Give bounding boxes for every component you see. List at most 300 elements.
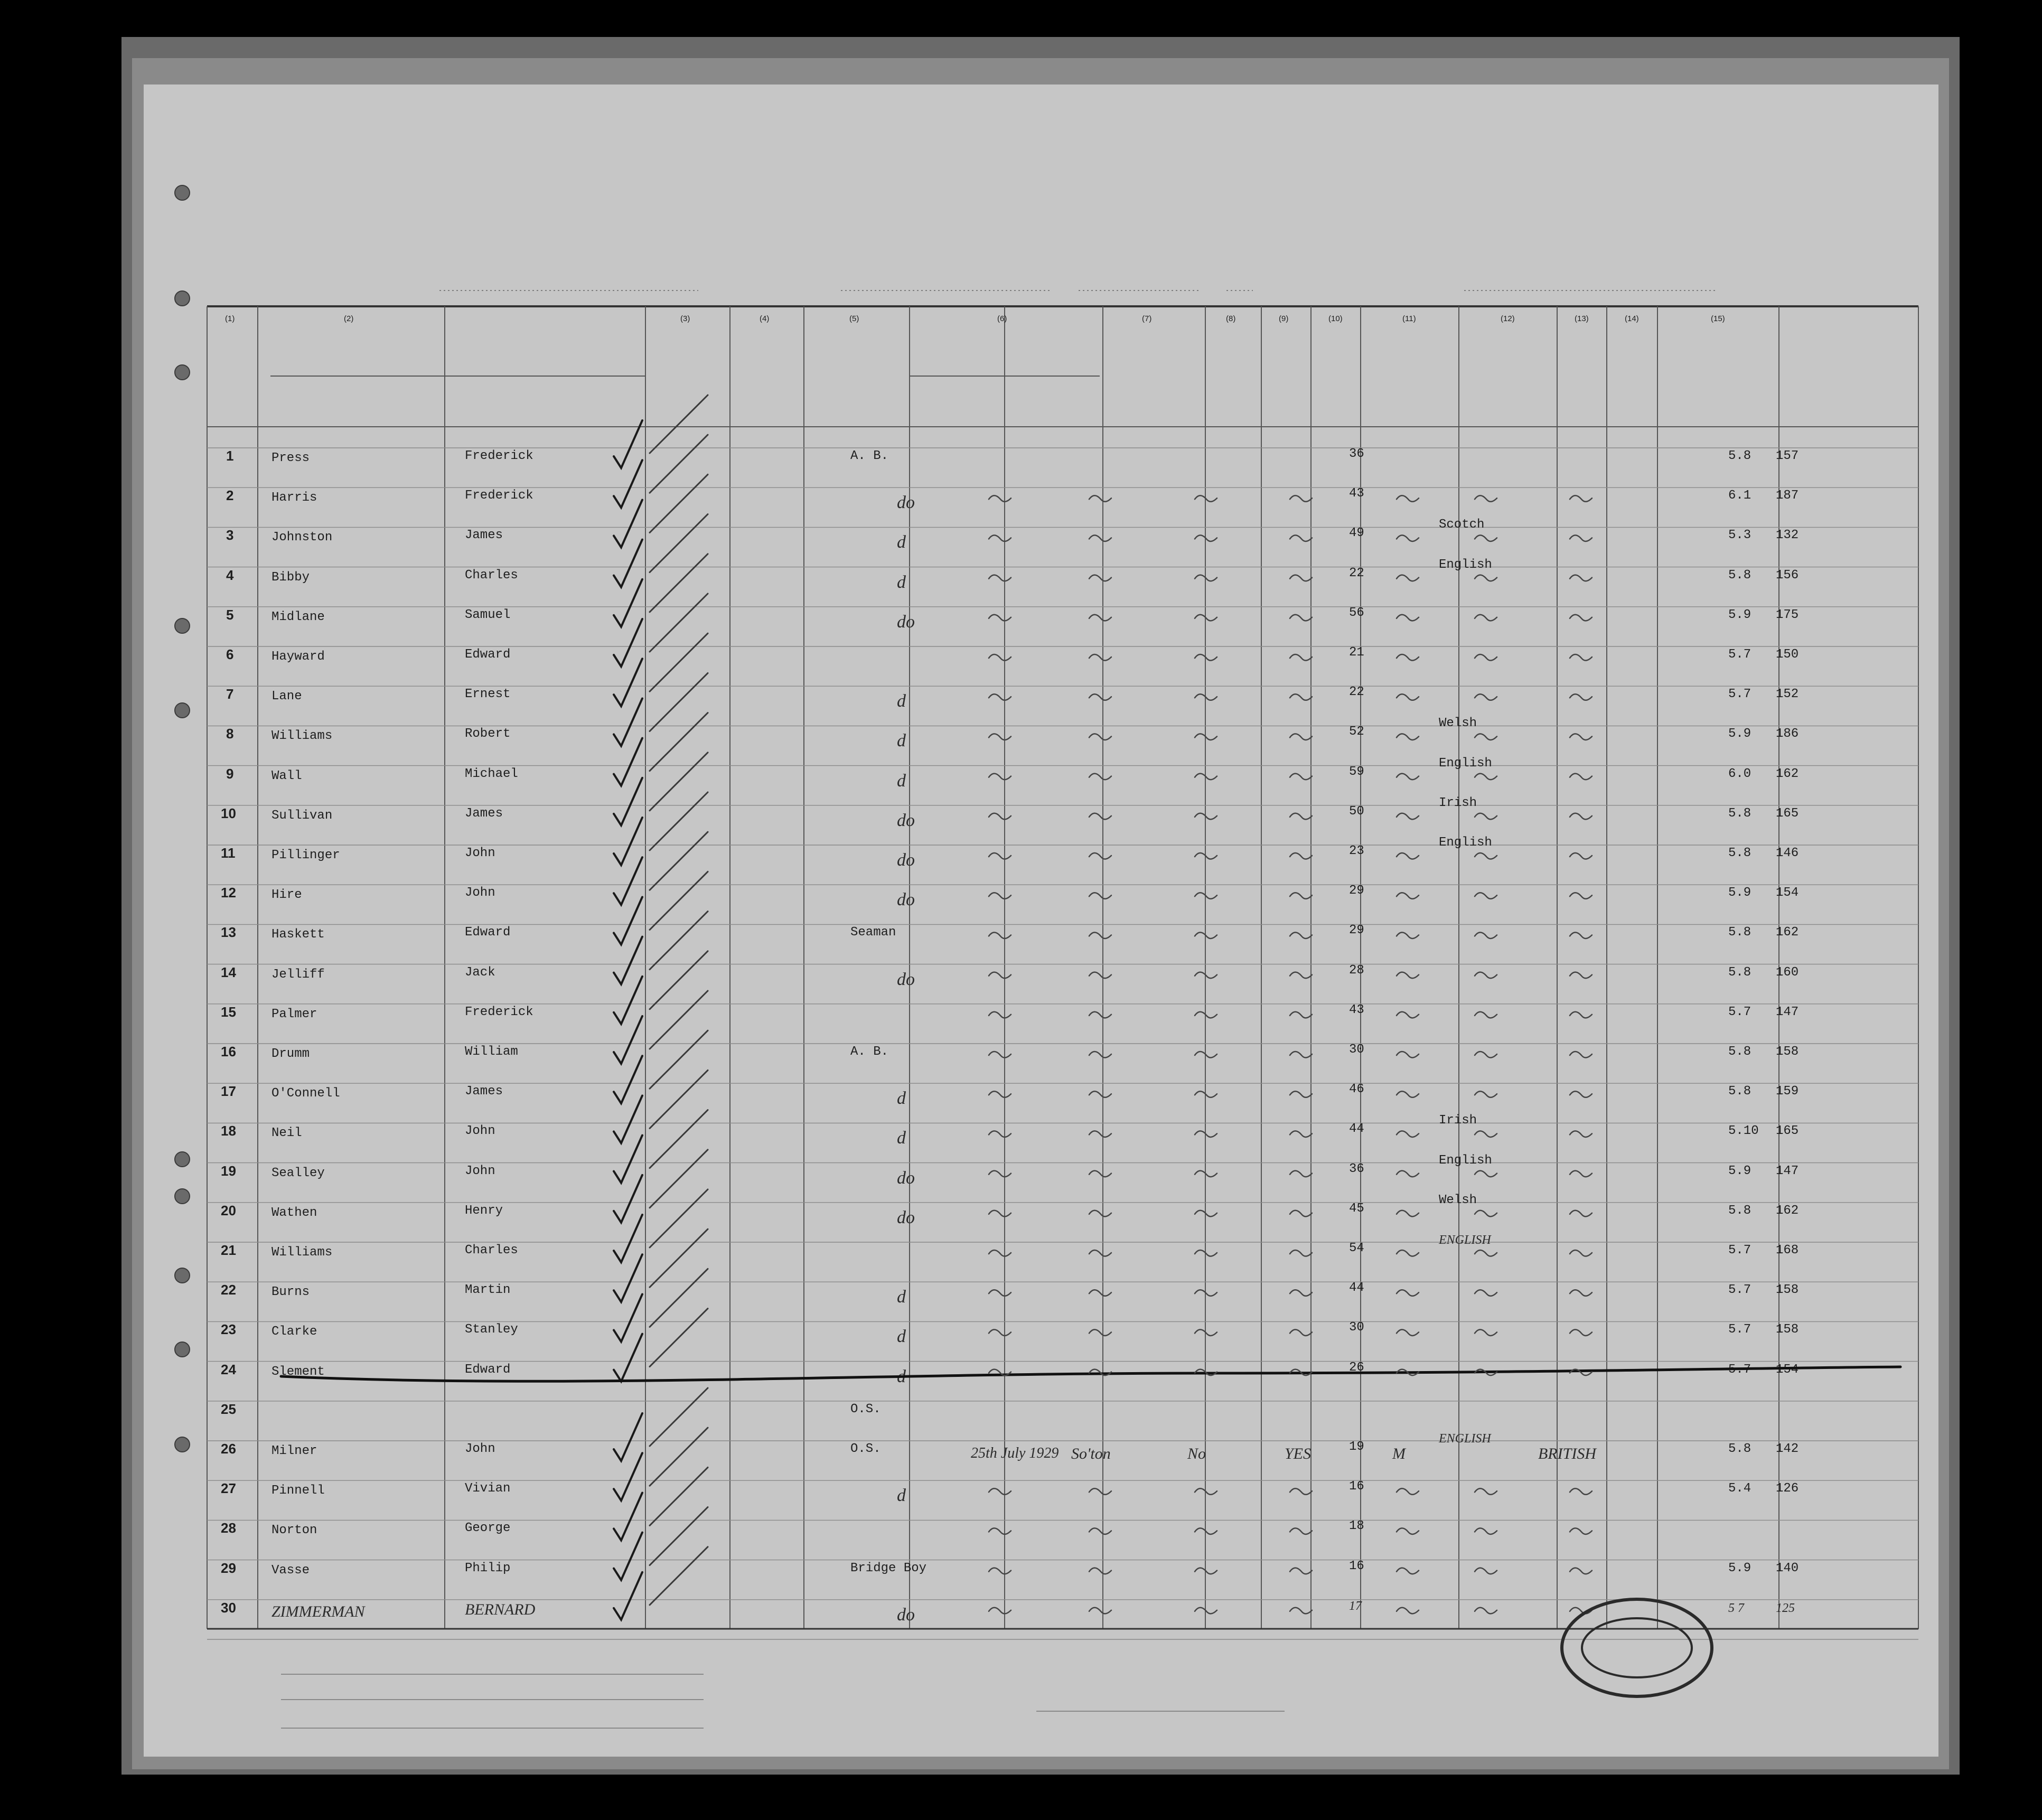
age: 54 xyxy=(1349,1241,1364,1255)
given-name: William xyxy=(465,1045,518,1059)
family-name: Harris xyxy=(271,491,317,505)
family-name: Press xyxy=(271,451,310,465)
ditto-mark xyxy=(989,1052,1011,1058)
ditto-mark xyxy=(1397,1250,1419,1256)
ditto-mark xyxy=(1475,853,1497,859)
column-number: (1) xyxy=(225,314,235,323)
ditto-mark xyxy=(989,1290,1011,1296)
position: d xyxy=(897,1366,906,1386)
height: 5.8 xyxy=(1728,568,1751,583)
row-number: 25 xyxy=(221,1401,236,1417)
column-number: (14) xyxy=(1625,314,1639,323)
row-number: 12 xyxy=(221,885,236,901)
height: 5.7 xyxy=(1728,687,1751,702)
given-name: Frederick xyxy=(465,1005,533,1019)
family-name: Neil xyxy=(271,1126,302,1141)
given-name: Robert xyxy=(465,727,511,742)
ditto-mark xyxy=(1089,1488,1111,1495)
ditto-mark xyxy=(1397,1528,1419,1534)
given-name: James xyxy=(465,806,503,821)
position: Seaman xyxy=(850,925,896,940)
ditto-mark xyxy=(1089,495,1111,502)
ditto-mark xyxy=(1475,893,1497,899)
height: 5.7 xyxy=(1728,1005,1751,1019)
column-number: (5) xyxy=(849,314,859,323)
family-name: Johnston xyxy=(271,530,333,545)
row-number: 4 xyxy=(226,567,234,583)
ditto-mark xyxy=(1089,535,1111,541)
ditto-mark xyxy=(1397,1171,1419,1177)
ditto-mark xyxy=(1290,1091,1312,1097)
family-name: Norton xyxy=(271,1523,317,1538)
family-name: Burns xyxy=(271,1285,310,1300)
ditto-mark xyxy=(1570,1568,1592,1574)
weight: 146 xyxy=(1776,846,1799,860)
ditto-mark xyxy=(1570,774,1592,780)
ditto-mark xyxy=(1570,1052,1592,1058)
check-mark-icon xyxy=(614,579,642,627)
ditto-mark xyxy=(1475,1250,1497,1256)
family-name: Haskett xyxy=(271,927,325,942)
ditto-mark xyxy=(1290,575,1312,581)
ditto-mark xyxy=(989,615,1011,621)
check-mark-icon xyxy=(614,1215,642,1262)
weight: 168 xyxy=(1776,1243,1799,1258)
check-mark-icon xyxy=(614,1334,642,1382)
ditto-mark xyxy=(1570,654,1592,661)
ditto-mark xyxy=(1397,1211,1419,1217)
age: 17 xyxy=(1349,1599,1362,1613)
ditto-mark xyxy=(1195,1171,1217,1177)
ditto-mark xyxy=(1475,1568,1497,1574)
weight: 150 xyxy=(1776,648,1799,662)
ditto-mark xyxy=(1475,1211,1497,1217)
age: 22 xyxy=(1349,685,1364,700)
ditto-mark xyxy=(1195,774,1217,780)
height: 5.3 xyxy=(1728,528,1751,543)
family-name: Drumm xyxy=(271,1047,310,1061)
ditto-mark xyxy=(1397,1091,1419,1097)
weight: 165 xyxy=(1776,1124,1799,1139)
ditto-mark xyxy=(1290,1568,1312,1574)
weight: 186 xyxy=(1776,727,1799,742)
check-mark-icon xyxy=(614,1413,642,1461)
ditto-mark xyxy=(1570,615,1592,621)
ditto-mark xyxy=(1397,1608,1419,1614)
check-mark-icon xyxy=(614,659,642,706)
row-number: 11 xyxy=(221,845,236,861)
position: Bridge Boy xyxy=(850,1561,927,1575)
given-name: Edward xyxy=(465,1362,511,1377)
family-name: Sealley xyxy=(271,1166,325,1180)
given-name: Edward xyxy=(465,925,511,940)
age: 23 xyxy=(1349,844,1364,858)
ditto-mark xyxy=(1290,932,1312,939)
check-mark-icon xyxy=(614,818,642,865)
check-mark-icon xyxy=(614,1572,642,1620)
ditto-mark xyxy=(1089,972,1111,979)
ditto-mark xyxy=(1475,575,1497,581)
position: O.S. xyxy=(850,1442,881,1456)
ditto-mark xyxy=(1397,654,1419,661)
column-number: (6) xyxy=(997,314,1007,323)
ditto-mark xyxy=(1475,972,1497,979)
check-mark-icon xyxy=(614,937,642,984)
ditto-mark xyxy=(1570,1012,1592,1018)
ditto-mark xyxy=(1475,1329,1497,1336)
ditto-mark xyxy=(1475,1052,1497,1058)
ditto-mark xyxy=(1570,535,1592,541)
ditto-mark xyxy=(1089,1608,1111,1614)
ditto-mark xyxy=(1290,1211,1312,1217)
position: A. B. xyxy=(850,449,889,463)
check-mark-icon xyxy=(614,1533,642,1580)
height: 5.8 xyxy=(1728,1203,1751,1218)
family-name: Jelliff xyxy=(271,967,325,982)
handwritten-marks xyxy=(144,85,1938,1757)
position: do xyxy=(897,1207,915,1227)
ditto-mark xyxy=(1475,535,1497,541)
column-number: (11) xyxy=(1402,314,1416,323)
position: d xyxy=(897,532,906,552)
ditto-mark xyxy=(1195,1091,1217,1097)
age: 36 xyxy=(1349,447,1364,461)
height: 5.9 xyxy=(1728,1561,1751,1575)
ditto-mark xyxy=(1195,615,1217,621)
ditto-mark xyxy=(1397,893,1419,899)
ditto-mark xyxy=(1570,1211,1592,1217)
height: 5.7 xyxy=(1728,1322,1751,1337)
ditto-mark xyxy=(1475,1131,1497,1137)
weight: 158 xyxy=(1776,1045,1799,1059)
height: 5.8 xyxy=(1728,846,1751,860)
age: 21 xyxy=(1349,645,1364,660)
sex: M xyxy=(1392,1445,1406,1462)
ditto-mark xyxy=(1397,1329,1419,1336)
weight: 175 xyxy=(1776,607,1799,622)
ditto-mark xyxy=(1397,932,1419,939)
able-to-read: YES xyxy=(1285,1445,1312,1462)
row-number: 17 xyxy=(221,1083,236,1100)
age: 43 xyxy=(1349,1002,1364,1017)
age: 16 xyxy=(1349,1559,1364,1573)
manifest-page xyxy=(144,85,1938,1757)
row-number: 8 xyxy=(226,726,234,742)
position: do xyxy=(897,850,915,870)
height: 5.4 xyxy=(1728,1481,1751,1496)
ditto-mark xyxy=(1195,1329,1217,1336)
ditto-mark xyxy=(1570,575,1592,581)
ditto-mark xyxy=(1475,932,1497,939)
age: 18 xyxy=(1349,1519,1364,1534)
ditto-mark xyxy=(1290,694,1312,700)
family-name: Wathen xyxy=(271,1205,317,1220)
age: 50 xyxy=(1349,804,1364,819)
height: 5.8 xyxy=(1728,1442,1751,1456)
row-number: 5 xyxy=(226,606,234,623)
height: 5.7 xyxy=(1728,1243,1751,1258)
ditto-mark xyxy=(989,1488,1011,1495)
family-name: Clarke xyxy=(271,1325,317,1339)
ditto-mark xyxy=(1195,893,1217,899)
ditto-mark xyxy=(1290,535,1312,541)
ditto-mark xyxy=(1089,774,1111,780)
ditto-mark xyxy=(1195,654,1217,661)
check-mark-icon xyxy=(614,897,642,944)
weight: 158 xyxy=(1776,1283,1799,1298)
column-number: (9) xyxy=(1279,314,1289,323)
row-number: 10 xyxy=(221,805,236,821)
row-number: 18 xyxy=(221,1123,236,1139)
check-mark-icon xyxy=(614,977,642,1024)
ditto-mark xyxy=(1397,694,1419,700)
ditto-mark xyxy=(1195,1052,1217,1058)
ditto-mark xyxy=(1397,1568,1419,1574)
race: Irish xyxy=(1439,1113,1477,1128)
weight: 126 xyxy=(1776,1481,1799,1496)
height: 5.9 xyxy=(1728,1164,1751,1178)
family-name: Williams xyxy=(271,1245,333,1260)
family-name: ZIMMERMAN xyxy=(271,1602,365,1620)
age: 19 xyxy=(1349,1440,1364,1454)
position: do xyxy=(897,810,915,830)
ditto-mark xyxy=(989,734,1011,740)
check-mark-icon xyxy=(614,420,642,468)
height: 5.7 xyxy=(1728,648,1751,662)
ditto-mark xyxy=(1570,1488,1592,1495)
ditto-mark xyxy=(1089,893,1111,899)
age: 44 xyxy=(1349,1281,1364,1296)
position: d xyxy=(897,1486,906,1506)
ditto-mark xyxy=(989,1171,1011,1177)
ditto-mark xyxy=(1195,853,1217,859)
row-number: 19 xyxy=(221,1162,236,1179)
ditto-mark xyxy=(1195,495,1217,502)
column-number: (4) xyxy=(760,314,770,323)
weight: 157 xyxy=(1776,449,1799,463)
ditto-mark xyxy=(1290,1329,1312,1336)
age: 29 xyxy=(1349,884,1364,898)
ditto-mark xyxy=(989,535,1011,541)
ditto-mark xyxy=(1089,1052,1111,1058)
nationality: BRITISH xyxy=(1538,1445,1596,1462)
weight: 162 xyxy=(1776,1203,1799,1218)
height: 5.9 xyxy=(1728,727,1751,742)
paid-off: No xyxy=(1187,1445,1206,1462)
ditto-mark xyxy=(1290,1488,1312,1495)
ditto-mark xyxy=(1475,734,1497,740)
ditto-mark xyxy=(989,1091,1011,1097)
ditto-mark xyxy=(1195,932,1217,939)
check-mark-icon xyxy=(614,1294,642,1341)
ditto-mark xyxy=(989,1568,1011,1574)
ditto-mark xyxy=(1397,1488,1419,1495)
height: 5.8 xyxy=(1728,1084,1751,1099)
ditto-mark xyxy=(1570,1329,1592,1336)
age: 16 xyxy=(1349,1479,1364,1494)
ditto-mark xyxy=(989,972,1011,979)
ditto-mark xyxy=(1290,615,1312,621)
family-name: O'Connell xyxy=(271,1086,340,1101)
ditto-mark xyxy=(1089,575,1111,581)
weight: 187 xyxy=(1776,489,1799,503)
row-number: 7 xyxy=(226,686,234,702)
race: ENGLISH xyxy=(1439,1233,1491,1247)
ditto-mark xyxy=(1290,893,1312,899)
row-number: 22 xyxy=(221,1282,236,1298)
row-number: 3 xyxy=(226,527,234,543)
position: O.S. xyxy=(850,1402,881,1416)
ditto-mark xyxy=(989,813,1011,820)
ditto-mark xyxy=(1475,1608,1497,1614)
race: Scotch xyxy=(1439,518,1485,532)
ditto-mark xyxy=(1290,654,1312,661)
ditto-mark xyxy=(1089,1329,1111,1336)
given-name: James xyxy=(465,528,503,543)
ditto-mark xyxy=(1195,1568,1217,1574)
check-mark-icon xyxy=(614,1056,642,1103)
family-name: Pillinger xyxy=(271,848,340,862)
ditto-mark xyxy=(1290,1131,1312,1137)
row-number: 23 xyxy=(221,1321,236,1338)
height: 5.7 xyxy=(1728,1362,1751,1377)
race: Irish xyxy=(1439,795,1477,810)
given-name: James xyxy=(465,1084,503,1099)
family-name: Milner xyxy=(271,1444,317,1458)
ditto-mark xyxy=(989,654,1011,661)
ditto-mark xyxy=(1397,734,1419,740)
ditto-mark xyxy=(1195,1608,1217,1614)
given-name: John xyxy=(465,886,495,900)
given-name: Charles xyxy=(465,568,518,583)
ditto-mark xyxy=(1397,1012,1419,1018)
ditto-mark xyxy=(1397,972,1419,979)
age: 26 xyxy=(1349,1360,1364,1375)
ditto-mark xyxy=(989,1012,1011,1018)
ditto-mark xyxy=(1570,1171,1592,1177)
ditto-mark xyxy=(989,932,1011,939)
position: A. B. xyxy=(850,1045,889,1059)
race: Welsh xyxy=(1439,1193,1477,1207)
ditto-mark xyxy=(1397,813,1419,820)
row-number: 16 xyxy=(221,1044,236,1059)
ditto-mark xyxy=(1397,1052,1419,1058)
ditto-mark xyxy=(1195,1131,1217,1137)
height: 5.9 xyxy=(1728,607,1751,622)
family-name: Pinnell xyxy=(271,1484,325,1498)
ditto-mark xyxy=(1475,694,1497,700)
ditto-mark xyxy=(1570,893,1592,899)
ditto-mark xyxy=(1290,495,1312,502)
row-number: 21 xyxy=(221,1242,236,1258)
ditto-mark xyxy=(1475,1290,1497,1296)
row-number: 15 xyxy=(221,1003,236,1020)
ditto-mark xyxy=(1195,1528,1217,1534)
ditto-mark xyxy=(1570,1131,1592,1137)
ditto-mark xyxy=(1475,1012,1497,1018)
ditto-mark xyxy=(1290,774,1312,780)
ditto-mark xyxy=(1397,495,1419,502)
ditto-mark xyxy=(989,694,1011,700)
ditto-mark xyxy=(1089,734,1111,740)
row-number: 13 xyxy=(221,924,236,941)
row-number: 14 xyxy=(221,964,236,980)
family-name: Williams xyxy=(271,729,333,744)
given-name: George xyxy=(465,1521,511,1536)
ditto-mark xyxy=(1089,932,1111,939)
given-name: Samuel xyxy=(465,607,511,622)
ditto-mark xyxy=(989,495,1011,502)
check-mark-icon xyxy=(614,778,642,825)
ditto-mark xyxy=(1475,1528,1497,1534)
weight: 158 xyxy=(1776,1322,1799,1337)
ditto-mark xyxy=(1570,813,1592,820)
height: 5.9 xyxy=(1728,886,1751,900)
height: 5.8 xyxy=(1728,449,1751,463)
ditto-mark xyxy=(1089,694,1111,700)
position: d xyxy=(897,1327,906,1347)
row-number: 30 xyxy=(221,1599,236,1616)
check-mark-icon xyxy=(614,460,642,508)
check-mark-icon xyxy=(614,500,642,547)
weight: 162 xyxy=(1776,925,1799,940)
ditto-mark xyxy=(1089,654,1111,661)
given-name: Frederick xyxy=(465,489,533,503)
family-name: Slement xyxy=(271,1364,325,1379)
age: 30 xyxy=(1349,1043,1364,1057)
ditto-mark xyxy=(1570,734,1592,740)
ditto-mark xyxy=(1397,1131,1419,1137)
position: do xyxy=(897,493,915,513)
height: 5.8 xyxy=(1728,806,1751,821)
ditto-mark xyxy=(1195,972,1217,979)
ditto-mark xyxy=(1475,1488,1497,1495)
column-number: (13) xyxy=(1575,314,1589,323)
position: d xyxy=(897,1089,906,1109)
weight: 140 xyxy=(1776,1561,1799,1575)
age: 46 xyxy=(1349,1082,1364,1097)
check-mark-icon xyxy=(614,540,642,587)
column-number: (7) xyxy=(1142,314,1152,323)
age: 36 xyxy=(1349,1161,1364,1176)
family-name: Midlane xyxy=(271,609,325,624)
weight: 159 xyxy=(1776,1084,1799,1099)
ditto-mark xyxy=(1290,734,1312,740)
check-mark-icon xyxy=(614,857,642,905)
column-number: (10) xyxy=(1328,314,1343,323)
age: 52 xyxy=(1349,725,1364,739)
shipped-when: 25th July 1929 xyxy=(971,1445,1059,1461)
ditto-mark xyxy=(1195,1250,1217,1256)
ditto-mark xyxy=(1089,853,1111,859)
ditto-mark xyxy=(1475,774,1497,780)
given-name: Stanley xyxy=(465,1322,518,1337)
check-mark-icon xyxy=(614,1493,642,1540)
family-name: Palmer xyxy=(271,1007,317,1021)
family-name: Bibby xyxy=(271,570,310,585)
family-name: Wall xyxy=(271,768,302,783)
ditto-mark xyxy=(1290,853,1312,859)
column-number: (8) xyxy=(1226,314,1236,323)
ditto-mark xyxy=(1195,1488,1217,1495)
weight: 154 xyxy=(1776,1362,1799,1377)
check-mark-icon xyxy=(614,1016,642,1064)
ditto-mark xyxy=(989,1528,1011,1534)
age: 49 xyxy=(1349,526,1364,541)
weight: 156 xyxy=(1776,568,1799,583)
race: English xyxy=(1439,836,1492,850)
height: 5.10 xyxy=(1728,1124,1759,1139)
